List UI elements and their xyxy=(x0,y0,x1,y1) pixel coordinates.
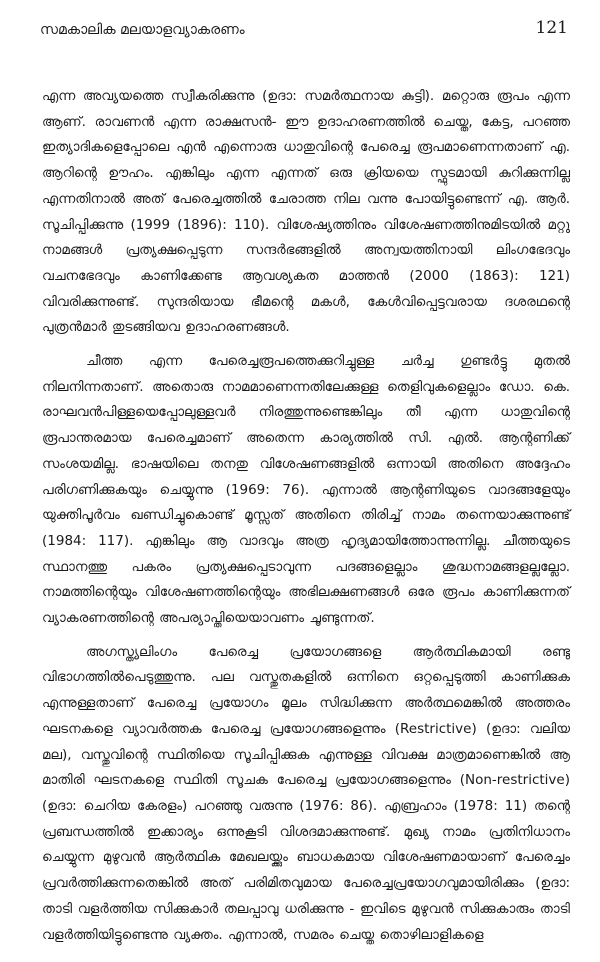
body-text xyxy=(42,84,570,948)
paragraph-3: അഗസ്ത്യലിംഗം പേരെച്ച പ്രയോഗങ്ങളെ ആർത്ഥികമായി രണ്ടു വിഭാഗത്തിൽപെടുത്തുന്നു. പല വസ്തുതകളിൽ ഒന്നിനെ ഒറ്റപ്പെടുത്തി കാണിക്കുക എന്നുള്ളതാണ് പേരെച്ച പ്രയോഗം മൂലം സിദ്ധിക്കുന്ന അർത്ഥമെങ്കിൽ അത്തരം ഘടനകളെ വ്യാവർത്തക പേരെച്ച പ്രയോഗങ്ങളെന്നും (Restrictive) (ഉദാ: വലിയ മല), വസ്തുവിന്റെ സ്ഥിതിയെ സൂചിപ്പിക്കുക എന്നുള്ള വിവക്ഷ മാത്രമാണെങ്കിൽ ആ മാതിരി ഘടനകളെ സ്ഥിതി സൂചക പേരെച്ച പ്രയോഗങ്ങളെന്നും (Non-restrictive) (ഉദാ: ചെറിയ കേരളം) പറഞ്ഞു വരുന്നു (1976: 86). എബ്രഹാം (1978: 11) തന്റെ പ്രബന്ധത്തിൽ ഇക്കാര്യം ഒന്നുകൂടി വിശദമാക്കുന്നുണ്ട്. മുഖ്യ നാമം പ്രതിനിധാനം ചെയ്യുന്ന മുഴുവൻ ആർത്ഥിക മേഖലയ്ക്കും ബാധകമായ വിശേഷണമായാണ് പേരെച്ചം പ്രവർത്തിക്കുന്നതെങ്കിൽ അത് പരിമിതവുമായ പേരെച്ചപ്രയോഗവുമായിരിക്കും (ഉദാ: താടി വളർത്തിയ സിക്കുകാർ തലപ്പാവു ധരിക്കുന്നു - ഇവിടെ മുഴുവൻ സിക്കുകാരും താടി വളർത്തിയിട്ടുണ്ടെന്നു വ്യക്തം. എന്നാൽ, സമരം ചെയ്ത തൊഴിലാളികളെ xyxy=(42,643,570,943)
page-header xyxy=(40,16,568,46)
page-number: 121 xyxy=(535,18,568,38)
running-title: സമകാലിക മലയാളവ്യാകരണം xyxy=(40,22,245,38)
paragraph-1: എന്ന അവ്യയത്തെ സ്വീകരിക്കുന്നു (ഉദാ: സമർത്ഥനായ കുട്ടി). മറ്റൊരു രൂപം എന്ന ആണ്. രാവണൻ എന്ന രാക്ഷസൻ- ഈ ഉദാഹരണത്തിൽ ചെയ്ത, കേട്ട, പറഞ്ഞ ഇത്യാദികളെപ്പോലെ എൻ എന്നൊരു ധാതുവിന്റെ പേരെച്ച രൂപമാണെന്നതാണ് എ. ആറിന്റെ ഊഹം. എങ്കിലും എന്ന എന്നത് ഒരു ക്രിയയെ സ്ഫുടമായി കുറിക്കുന്നില്ല എന്നതിനാൽ അത് പേരെച്ചത്തിൽ ചേരാത്ത നില വന്നു പോയിട്ടുണ്ടെന്ന് എ. ആർ. സൂചിപ്പിക്കുന്നു (1999 (1896): 110). വിശേഷ്യത്തിനും വിശേഷണത്തിനുമിടയിൽ മറ്റു നാമങ്ങൾ പ്രത്യക്ഷപ്പെടുന്ന സന്ദർഭങ്ങളിൽ അന്വയത്തിനായി ലിംഗഭേദവും വചനഭേദവും കാണിക്കേണ്ട ആവശ്യകത മാത്തൻ (2000 (1863): 121) വിവരിക്കുന്നുണ്ട്. സുന്ദരിയായ ഭീമന്റെ മകൾ, കേൾവിപ്പെട്ടവരായ ദശരഥന്റെ പുത്രൻമാർ തുടങ്ങിയവ ഉദാഹരണങ്ങൾ. xyxy=(42,88,570,336)
paragraph-2: ചീത്ത എന്ന പേരെച്ചരൂപത്തെക്കുറിച്ചുള്ള ചർച്ച ഗുണ്ടർട്ടു മുതൽ നിലനിന്നതാണ്. അതൊരു നാമമാണെന്നതിലേക്കുള്ള തെളിവുകളെല്ലാം ഡോ. കെ. രാഘവൻപിള്ളയെപ്പോലുള്ളവർ നിരത്തുന്നുണ്ടെങ്കിലും തീ എന്ന ധാതുവിന്റെ രൂപാന്തരമായ പേരെച്ചമാണ് അതെന്ന കാര്യത്തിൽ സി. എൽ. ആന്റണിക്ക് സംശയമില്ല. ഭാഷയിലെ തനതു വിശേഷണങ്ങളിൽ ഒന്നായി അതിനെ അദ്ദേഹം പരിഗണിക്കുകയും ചെയ്യുന്നു (1969: 76). എന്നാൽ ആന്റണിയുടെ വാദങ്ങളേയും യുക്തിപൂർവം ഖണ്ഡിച്ചുകൊണ്ട് മൂസ്സത് അതിനെ തിരിച്ച് നാമം തന്നെയാക്കുന്നുണ്ട് (1984: 117). എങ്കിലും ആ വാദവും അത്ര ഹൃദ്യമായിത്തോന്നുന്നില്ല. ചീത്തയുടെ സ്ഥാനത്തു പകരം പ്രത്യക്ഷപ്പെടാവുന്ന പദങ്ങളെല്ലാം ശുദ്ധനാമങ്ങളല്ലല്ലോ. നാമത്തിന്റെയും വിശേഷണത്തിന്റെയും അഭിലക്ഷണങ്ങൾ ഒരേ രൂപം കാണിക്കുന്നത് വ്യാകരണത്തിന്റെ അപര്യാപ്തിയെയാവണം ചൂണ്ടുന്നത്. xyxy=(42,353,570,627)
